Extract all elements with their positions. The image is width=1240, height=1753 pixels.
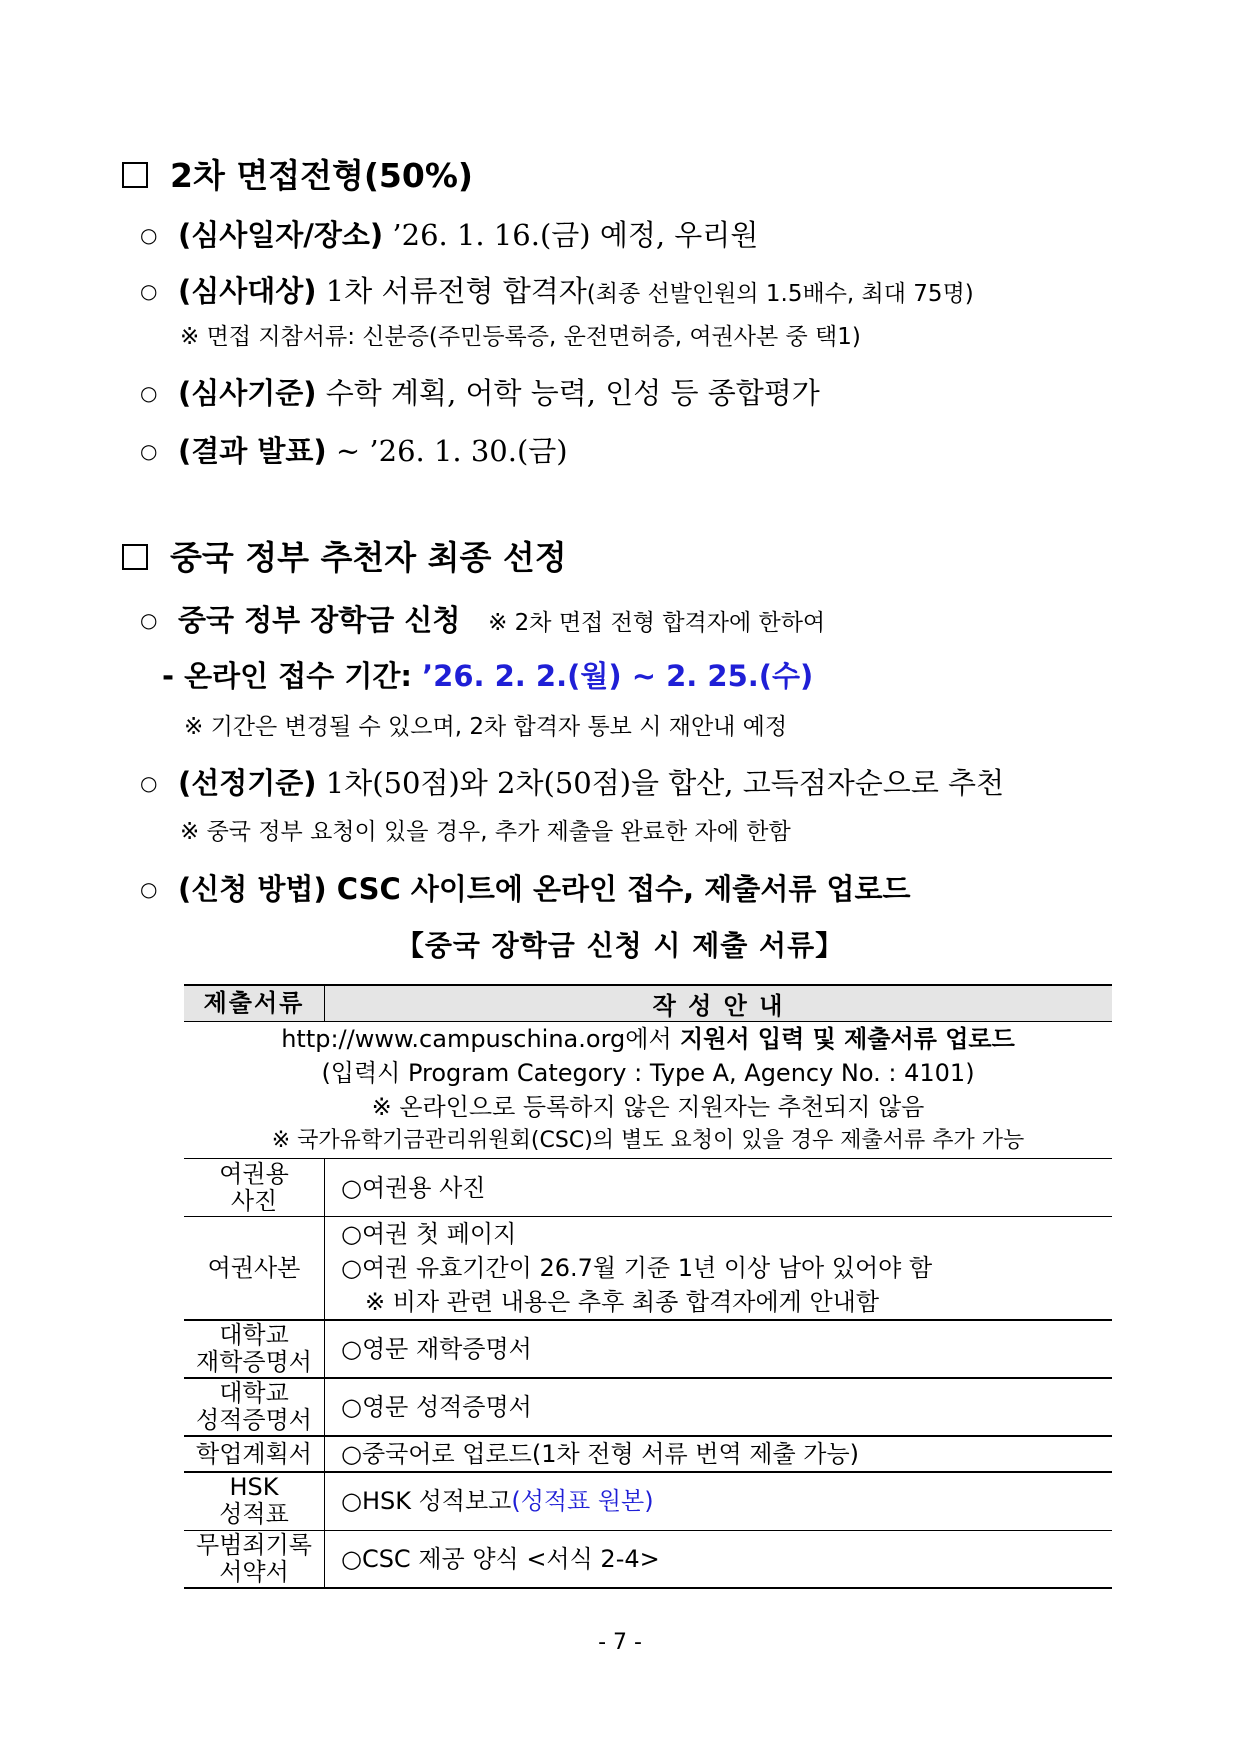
section1-title: 2차 면접전형(50%) bbox=[122, 156, 473, 196]
doc-desc-cell: ○HSK 성적보고(성적표 원본) bbox=[325, 1472, 1113, 1530]
circle-bullet-icon: ○ bbox=[140, 608, 158, 632]
table-header bbox=[184, 985, 1112, 1022]
doc-name-cell: 대학교 성적증명서 bbox=[184, 1378, 325, 1436]
checkbox-square-icon bbox=[122, 544, 148, 570]
doc-desc-cell: ○영문 재학증명서 bbox=[325, 1320, 1113, 1378]
table-row bbox=[184, 1217, 1112, 1321]
doc-desc-cell: ○여권용 사진 bbox=[325, 1159, 1113, 1217]
list-item: ○ (심사일자/장소) ’26. 1. 16.(금) 예정, 우리원 bbox=[140, 218, 759, 252]
table-row bbox=[184, 1530, 1112, 1588]
header-cell: 제출서류 bbox=[184, 985, 325, 1022]
doc-desc-cell: ○CSC 제공 양식 <서식 2-4> bbox=[325, 1530, 1113, 1588]
list-item: ○ 중국 정부 장학금 신청 ※ 2차 면접 전형 합격자에 한하여 bbox=[140, 603, 826, 637]
circle-bullet-icon: ○ bbox=[140, 771, 158, 795]
table-row bbox=[184, 1472, 1112, 1530]
doc-desc-cell: ○영문 성적증명서 bbox=[325, 1378, 1113, 1436]
documents-table bbox=[184, 984, 1112, 1589]
doc-desc-cell: ○여권 첫 페이지 ○여권 유효기간이 26.7월 기준 1년 이상 남아 있어야 함 ※ 비자 관련 내용은 추후 최종 합격자에게 안내함 bbox=[325, 1217, 1113, 1321]
note-text: ※ 중국 정부 요청이 있을 경우, 추가 제출을 완료한 자에 한함 bbox=[180, 819, 791, 845]
checkbox-square-icon bbox=[122, 162, 148, 188]
note-text: ※ 면접 지참서류: 신분증(주민등록증, 운전면허증, 여권사본 중 택1) bbox=[180, 324, 861, 350]
doc-name-cell: 여권용 사진 bbox=[184, 1159, 325, 1217]
table-row bbox=[184, 1022, 1112, 1159]
note-text: ※ 기간은 변경될 수 있으며, 2차 합격자 통보 시 재안내 예정 bbox=[184, 714, 788, 740]
section2-title: 중국 정부 추천자 최종 선정 bbox=[122, 538, 567, 578]
table-row bbox=[184, 1320, 1112, 1378]
doc-desc-cell: ○중국어로 업로드(1차 전형 서류 번역 제출 가능) bbox=[325, 1436, 1113, 1472]
circle-bullet-icon: ○ bbox=[140, 223, 158, 247]
circle-bullet-icon: ○ bbox=[140, 279, 158, 303]
header-cell: 작 성 안 내 bbox=[325, 985, 1113, 1022]
list-item: ○ (심사기준) 수학 계획, 어학 능력, 인성 등 종합평가 bbox=[140, 376, 820, 410]
doc-name-cell: HSK 성적표 bbox=[184, 1472, 325, 1530]
doc-name-cell: 학업계획서 bbox=[184, 1436, 325, 1472]
page-number: - 7 - bbox=[598, 1630, 642, 1655]
intro-cell: http://www.campuschina.org에서 지원서 입력 및 제출서류 업로드 (입력시 Program Category : Type A, Agency No. : 4101) ※ 온라인으로 등록하지 않은 지원자는 추천되지 않음 ※ 국가유학기금관리위원회(CSC)의 별도 요청이 있을 경우 제출서류 추가 가능 bbox=[184, 1022, 1112, 1159]
circle-bullet-icon: ○ bbox=[140, 381, 158, 405]
online-period: - 온라인 접수 기간: ’26. 2. 2.(월) ~ 2. 25.(수) bbox=[162, 659, 814, 693]
doc-name-cell: 무범죄기록 서약서 bbox=[184, 1530, 325, 1588]
doc-name-cell: 대학교 재학증명서 bbox=[184, 1320, 325, 1378]
circle-bullet-icon: ○ bbox=[140, 877, 158, 901]
table-row bbox=[184, 1378, 1112, 1436]
list-item: ○ (선정기준) 1차(50점)와 2차(50점)을 합산, 고득점자순으로 추천 bbox=[140, 766, 1005, 800]
list-item: ○ (신청 방법) CSC 사이트에 온라인 접수, 제출서류 업로드 bbox=[140, 872, 911, 906]
circle-bullet-icon: ○ bbox=[140, 439, 158, 463]
list-item: ○ (심사대상) 1차 서류전형 합격자(최종 선발인원의 1.5배수, 최대 75명) bbox=[140, 274, 974, 308]
list-item: ○ (결과 발표) ~ ’26. 1. 30.(금) bbox=[140, 434, 568, 468]
table-row bbox=[184, 1436, 1112, 1472]
table-row bbox=[184, 1159, 1112, 1217]
doc-name-cell: 여권사본 bbox=[184, 1217, 325, 1321]
table-caption: 【중국 장학금 신청 시 제출 서류】 bbox=[395, 929, 845, 962]
